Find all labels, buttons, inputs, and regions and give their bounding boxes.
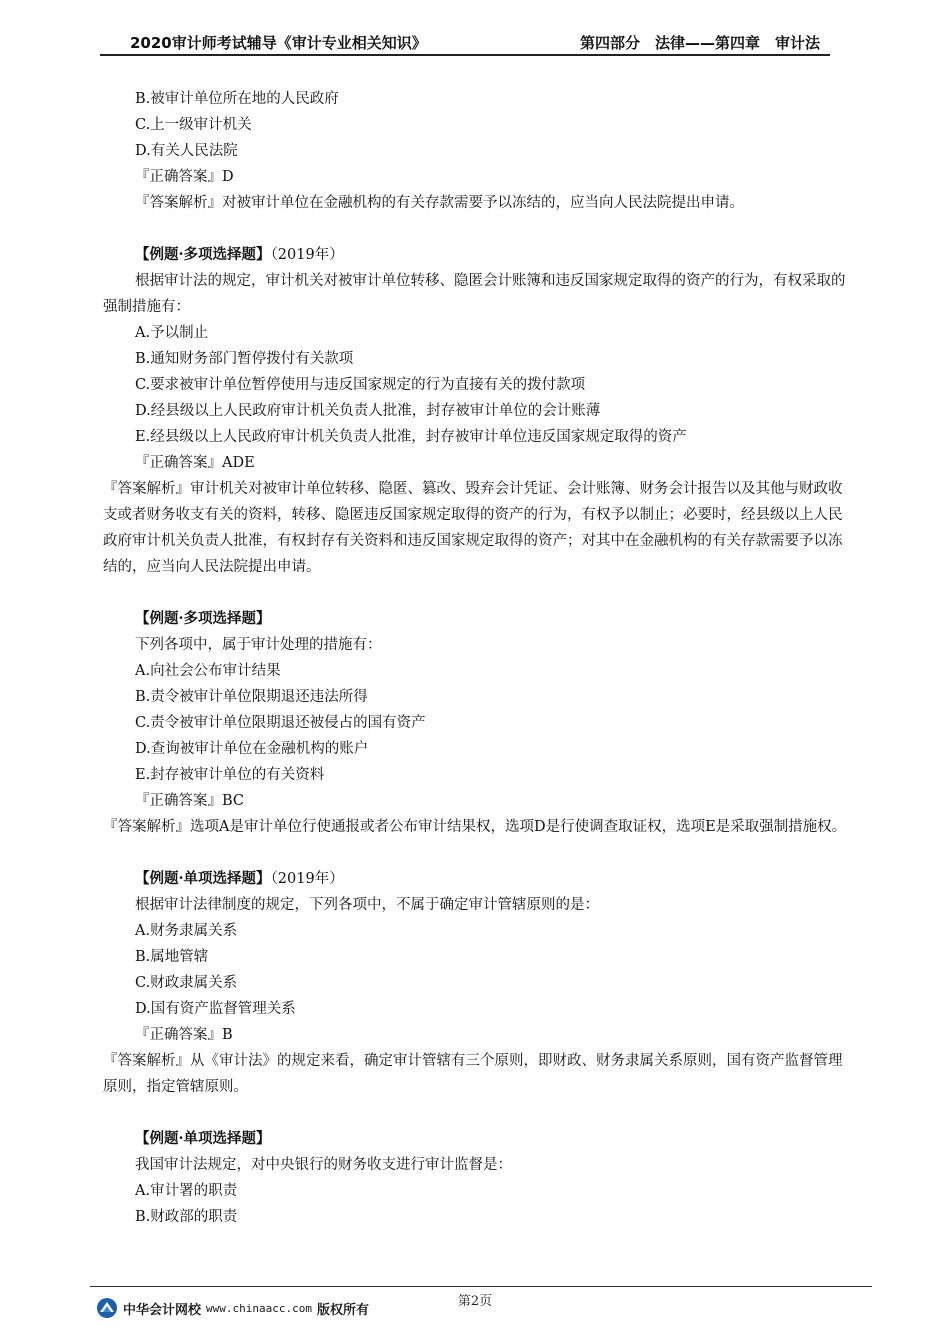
question-year: （2019年）	[270, 871, 344, 887]
answer-analysis: 『答案解析』选项A是审计单位行使通报或者公布审计结果权，选项D是行使调查取证权，选项E是采取强制措施权。	[103, 819, 847, 835]
option-line: C.责令被审计单位限期退还被侵占的国有资产	[135, 715, 426, 731]
option-line: A.财务隶属关系	[135, 923, 238, 939]
question-type: 【例题·单项选择题】	[135, 1130, 271, 1147]
header-book-title: 2020审计师考试辅导《审计专业相关知识》	[130, 34, 427, 52]
option-line: B.财政部的职责	[135, 1209, 238, 1225]
option-line: B.通知财务部门暂停拨付有关款项	[135, 351, 354, 367]
brand-url[interactable]: www.chinaacc.com	[206, 1301, 312, 1315]
option-line: D.查询被审计单位在金融机构的账户	[135, 741, 369, 757]
option-line: D.国有资产监督管理关系	[135, 1001, 296, 1017]
option-line: C.财政隶属关系	[135, 975, 238, 991]
answer-analysis: 『答案解析』从《审计法》的规定来看，确定审计管辖有三个原则，即财政、财务隶属关系原则，国有资产监督管理原则，指定管辖原则。	[103, 1053, 843, 1095]
question-heading	[103, 1126, 853, 1152]
question-year: （2019年）	[270, 247, 344, 263]
question-type: 【例题·多项选择题】	[135, 610, 271, 627]
question-heading	[103, 606, 853, 632]
answer-analysis: 『答案解析』对被审计单位在金融机构的有关存款需要予以冻结的，应当向人民法院提出申请。	[135, 195, 744, 211]
question-stem: 下列各项中，属于审计处理的措施有：	[135, 637, 382, 653]
question-stem: 我国审计法规定，对中央银行的财务收支进行审计监督是：	[135, 1157, 512, 1173]
correct-answer: 『正确答案』B	[135, 1027, 233, 1043]
correct-answer: 『正确答案』ADE	[135, 455, 255, 471]
option-line: A.向社会公布审计结果	[135, 663, 281, 679]
correct-answer: 『正确答案』BC	[135, 793, 245, 809]
correct-answer: 『正确答案』D	[135, 169, 234, 185]
header-chapter-title: 第四部分 法律——第四章 审计法	[579, 34, 820, 52]
option-line: A.予以制止	[135, 325, 209, 341]
footer-divider	[90, 1286, 872, 1287]
question-heading	[103, 242, 853, 268]
option-line: E.封存被审计单位的有关资料	[135, 767, 325, 783]
option-line: B.属地管辖	[135, 949, 209, 965]
answer-analysis: 『答案解析』审计机关对被审计单位转移、隐匿、篡改、毁弃会计凭证、会计账簿、财务会计报告以及其他与财政收支或者财务收支有关的资料，转移、隐匿违反国家规定取得的资产的行为，有权予以制止；必要时，经县级以上人民政府审计机关负责人批准，有权封存有关资料和违反国家规定取得的资产；对其中在金融机构的有关存款需要予以冻结的，应当向人民法院提出申请。	[103, 481, 843, 575]
option-line: A.审计署的职责	[135, 1183, 238, 1199]
footer-brand	[96, 1296, 369, 1320]
question-stem: 根据审计法的规定，审计机关对被审计单位转移、隐匿会计账簿和违反国家规定取得的资产的行为，有权采取的强制措施有：	[103, 273, 846, 315]
brand-name: 中华会计网校	[123, 1302, 202, 1318]
option-line: B.被审计单位所在地的人民政府	[135, 91, 339, 107]
option-line: C.要求被审计单位暂停使用与违反国家规定的行为直接有关的拨付款项	[135, 377, 586, 393]
copyright-text: 版权所有	[316, 1302, 369, 1318]
option-line: B.责令被审计单位限期退还违法所得	[135, 689, 368, 705]
question-type: 【例题·单项选择题】	[135, 870, 271, 887]
question-stem: 根据审计法律制度的规定，下列各项中，不属于确定审计管辖原则的是：	[135, 897, 599, 913]
option-line: D.有关人民法院	[135, 143, 238, 159]
option-line: C.上一级审计机关	[135, 117, 252, 133]
document-body	[103, 86, 853, 1230]
page-number: 第2页	[457, 1294, 493, 1309]
page-header	[100, 30, 830, 56]
chinaacc-logo-icon	[96, 1297, 118, 1319]
question-heading	[103, 866, 853, 892]
option-line: D.经县级以上人民政府审计机关负责人批准，封存被审计单位的会计账薄	[135, 403, 601, 419]
question-type: 【例题·多项选择题】	[135, 246, 271, 263]
option-line: E.经县级以上人民政府审计机关负责人批准，封存被审计单位违反国家规定取得的资产	[135, 429, 687, 445]
